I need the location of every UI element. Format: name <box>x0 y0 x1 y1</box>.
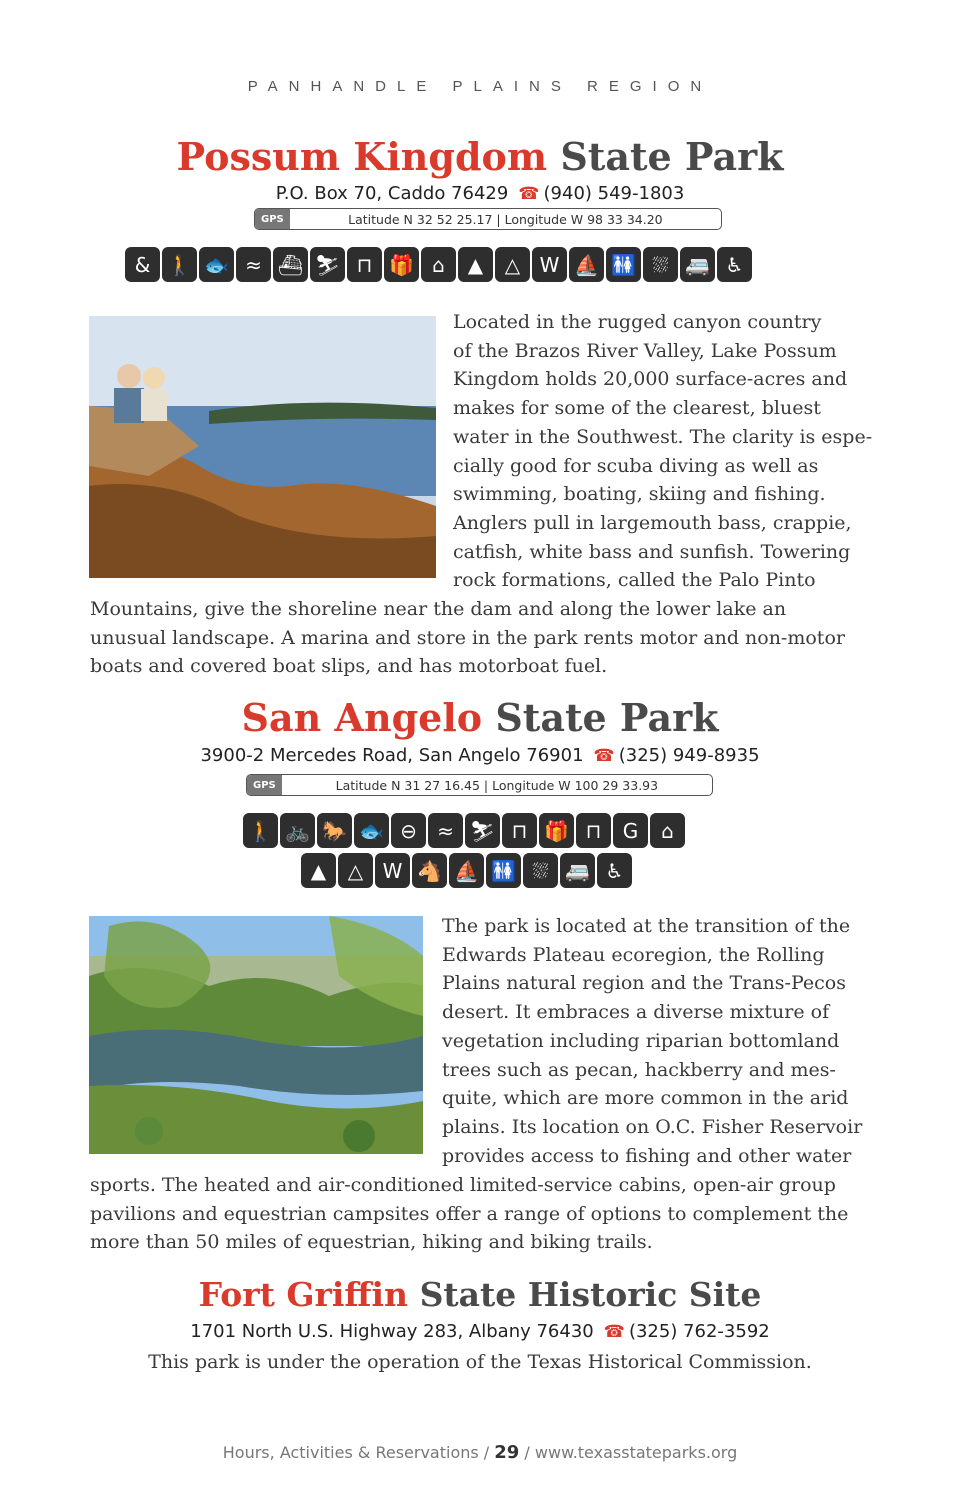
amenity-icons-row-1 <box>243 813 685 848</box>
park-description-bottom: sports. The heated and air-conditioned limited-service cabins, open-air group pavilions and equestrian campsites offer a range of options to complement the more than 50 miles of equestrian, hiking and biking trails. <box>90 1174 849 1254</box>
park-address-line <box>0 1321 960 1342</box>
swimming-icon: ≈ <box>428 813 463 848</box>
gps-label: GPS <box>255 209 290 229</box>
phone-icon: ☎ <box>518 184 540 204</box>
park-address: 1701 North U.S. Highway 283, Albany 76430 <box>190 1321 594 1342</box>
park-note: This park is under the operation of the Texas Historical Commission. <box>148 1351 812 1373</box>
biking-icon: 🚲 <box>280 813 315 848</box>
water-camping-icon: W <box>375 853 410 888</box>
boat-ramp-icon: ⛵ <box>569 247 604 282</box>
primitive-camping-icon: △ <box>338 853 373 888</box>
park-phone[interactable]: (325) 762-3592 <box>628 1321 770 1342</box>
cabins-icon: & <box>125 247 160 282</box>
gps-label: GPS <box>247 775 282 795</box>
camping-icon: ▲ <box>301 853 336 888</box>
waterskiing-icon: ⛷ <box>310 247 345 282</box>
footer-url[interactable]: / www.texasstateparks.org <box>519 1443 738 1462</box>
footer-section: Hours, Activities & Reservations / <box>222 1443 495 1462</box>
shelter-icon: ⌂ <box>421 247 456 282</box>
store-icon: 🎁 <box>539 813 574 848</box>
boat-rental-icon: ⛴ <box>273 247 308 282</box>
park-address: 3900-2 Mercedes Road, San Angelo 76901 <box>200 745 584 766</box>
store-icon: 🎁 <box>384 247 419 282</box>
accessible-icon: ♿ <box>597 853 632 888</box>
park-name-type: State Park <box>560 134 784 179</box>
showers-icon: ⛆ <box>643 247 678 282</box>
fishing-icon: 🐟 <box>199 247 234 282</box>
park-photo-san-angelo <box>89 916 423 1154</box>
park-name-type: State Park <box>495 695 719 740</box>
group-picnic-icon: ⊓ <box>576 813 611 848</box>
gps-text: Latitude N 31 27 16.45 | Longitude W 100 29 33.93 <box>335 777 659 793</box>
camping-icon: ▲ <box>458 247 493 282</box>
fishing-icon: 🐟 <box>354 813 389 848</box>
gps-coordinates <box>254 208 722 230</box>
park-address-line <box>0 183 960 204</box>
park-title-san-angelo <box>0 695 960 740</box>
shelter-icon: ⌂ <box>650 813 685 848</box>
park-name-highlight: Fort Griffin <box>198 1275 409 1314</box>
phone-icon: ☎ <box>593 746 615 766</box>
primitive-camping-icon: △ <box>495 247 530 282</box>
park-phone[interactable]: (325) 949-8935 <box>618 745 760 766</box>
gps-text: Latitude N 32 52 25.17 | Longitude W 98 33 34.20 <box>348 211 663 227</box>
showers-icon: ⛆ <box>523 853 558 888</box>
page-number: 29 <box>494 1442 520 1463</box>
boat-ramp-icon: ⛵ <box>449 853 484 888</box>
park-name-type: State Historic Site <box>419 1275 762 1314</box>
amenity-icons <box>125 247 752 282</box>
region-header: PANHANDLE PLAINS REGION <box>247 78 713 95</box>
hiking-icon: 🚶 <box>243 813 278 848</box>
hiking-icon: 🚶 <box>162 247 197 282</box>
park-description-top: The park is located at the transition of the Edwards Plateau ecoregion, the Rolling Plains natural region and the Trans-Pecos desert. It embraces a diverse mixture of vegetation including riparian bottomland trees such as pecan, hackberry and mes- quite, which are more common in the arid plains. Its location on O.C. Fisher Reservoir provides access to fishing and other water <box>442 915 863 1167</box>
amenity-icons-row-2 <box>301 853 632 888</box>
waterskiing-icon: ⛷ <box>465 813 500 848</box>
page-footer <box>0 1442 960 1463</box>
gps-coordinates <box>246 774 713 796</box>
park-address: P.O. Box 70, Caddo 76429 <box>275 183 509 204</box>
park-title-possum-kingdom <box>0 134 960 179</box>
rv-icon: 🚐 <box>560 853 595 888</box>
rv-icon: 🚐 <box>680 247 715 282</box>
park-name-highlight: San Angelo <box>241 695 483 740</box>
park-address-line <box>0 745 960 766</box>
mess-hall-icon: ⊖ <box>391 813 426 848</box>
horseback-icon: 🐎 <box>317 813 352 848</box>
park-description-bottom: Mountains, give the shoreline near the dam and along the lower lake an unusual landscape. A marina and store in the park rents motor and non-motor boats and covered boat slips, and has motorboat fuel. <box>90 598 845 678</box>
swimming-icon: ≈ <box>236 247 271 282</box>
water-camping-icon: W <box>532 247 567 282</box>
park-photo-possum-kingdom <box>89 316 436 578</box>
park-title-fort-griffin <box>0 1275 960 1314</box>
equestrian-camping-icon: 🐴 <box>412 853 447 888</box>
picnic-icon: ⊓ <box>502 813 537 848</box>
park-description-top: Located in the rugged canyon country of the Brazos River Valley, Lake Possum Kingdom holds 20,000 surface-acres and makes for some of the clearest, bluest water in the Southwest. The clarity is espe- cially good for scuba diving as well as swimming, boating, skiing and fishing. Anglers pull in largemouth bass, crappie, catfish, white bass and sunfish. Towering rock formations, called the Palo Pinto <box>453 311 873 592</box>
park-name-highlight: Possum Kingdom <box>176 134 548 179</box>
park-phone[interactable]: (940) 549-1803 <box>543 183 685 204</box>
accessible-icon: ♿ <box>717 247 752 282</box>
picnic-icon: ⊓ <box>347 247 382 282</box>
group-facility-icon: G <box>613 813 648 848</box>
restrooms-icon: 🚻 <box>486 853 521 888</box>
phone-icon: ☎ <box>603 1322 625 1342</box>
restrooms-icon: 🚻 <box>606 247 641 282</box>
